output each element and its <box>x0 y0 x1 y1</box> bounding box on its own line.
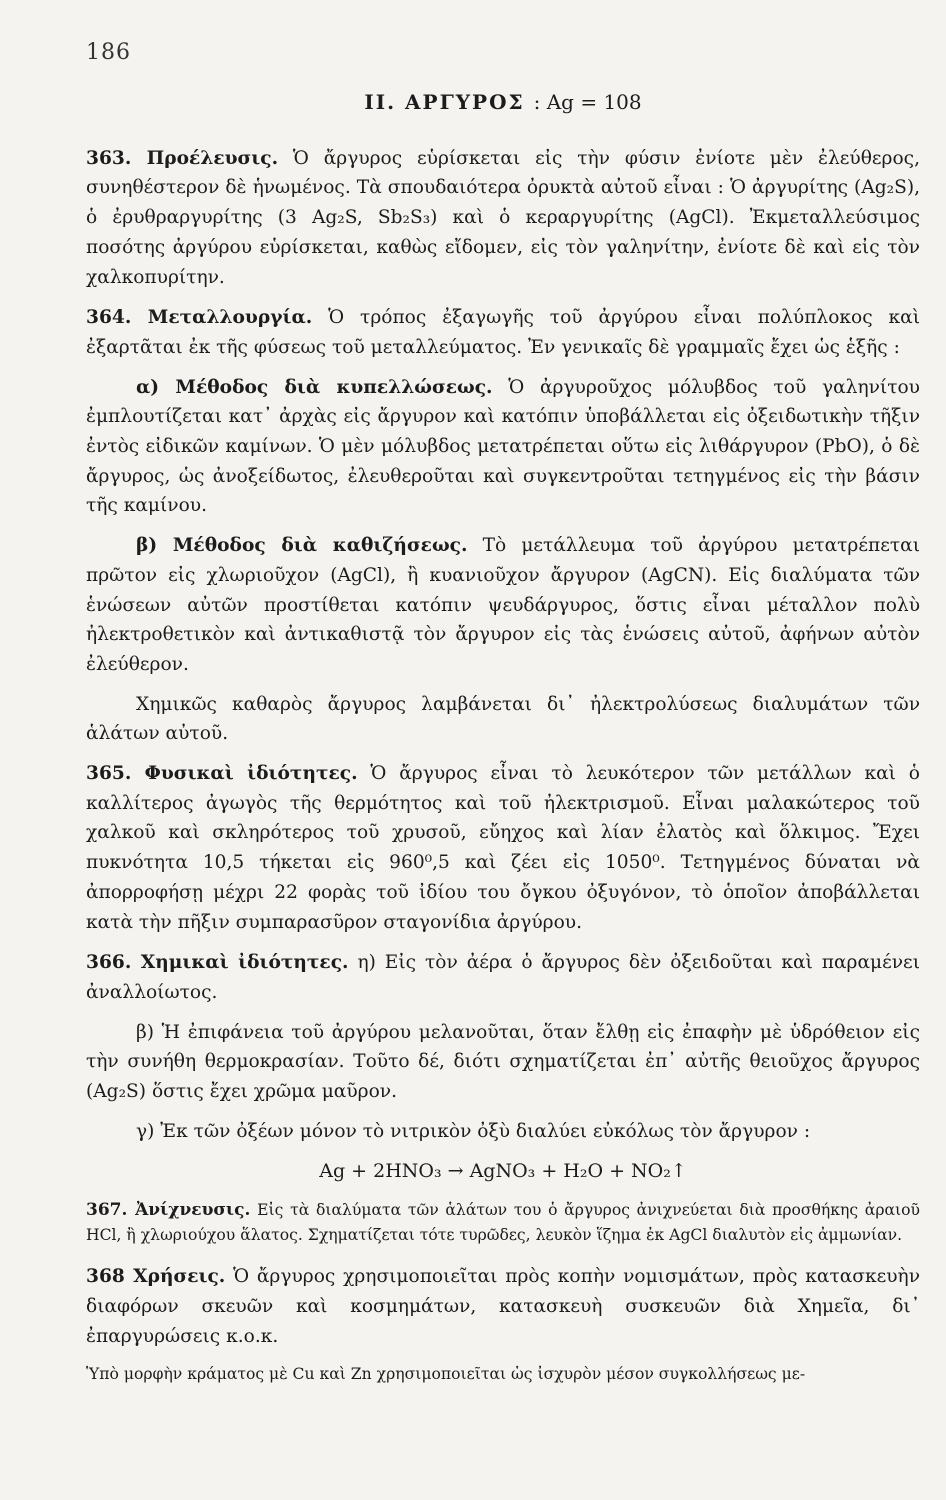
section-365 <box>86 759 920 937</box>
section-366-text: η) Εἰς τὸν ἀέρα ὁ ἄργυρος δὲν ὀξειδοῦται καὶ παραμένει ἀναλλοίωτος. <box>86 952 920 1003</box>
section-364-alpha-heading: α) Μέθοδος διὰ κυπελλώσεως. <box>136 376 493 398</box>
section-366-heading: 366. Χημικαὶ ἰδιότητες. <box>86 952 349 974</box>
section-364-beta <box>86 531 920 680</box>
section-368-footnote: Ὑπὸ μορφὴν κράματος μὲ Cu καὶ Zn χρησιμοποιεῖται ὡς ἰσχυρὸν μέσον συγκολλήσεως με- <box>86 1365 806 1384</box>
chapter-title-text: II. ΑΡΓΥΡΟΣ <box>364 90 525 114</box>
section-365-text: Ὁ ἄργυρος εἶναι τὸ λευκότερον τῶν μετάλλων καὶ ὁ καλλίτερος ἀγωγὸς τῆς θερμότητος καὶ τοῦ ἠλεκτρισμοῦ. Εἶναι μαλακώτερος τοῦ χαλκοῦ καὶ σκληρότερος τοῦ χρυσοῦ, εὔηχος καὶ λίαν ἐλατὸς καὶ ὅλκιμος. Ἔχει πυκνότητα 10,5 τήκεται εἰς 960⁰,5 καὶ ζέει εἰς 1050⁰. Τετηγμένος δύναται νὰ ἀπορροφήσῃ μέχρι 22 φορὰς τοῦ ἰδίου του ὄγκου ὀξυγόνον, τὸ ὁποῖον ἀποβάλλεται κατὰ τὴν πῆξιν συμπαρασῦρον σταγονίδια ἀργύρου. <box>86 763 920 933</box>
section-368-text: Ὁ ἄργυρος χρησιμοποιεῖται πρὸς κοπὴν νομισμάτων, πρὸς κατασκευὴν διαφόρων σκευῶν καὶ κοσμημάτων, κατασκευὴ συσκευῶν διὰ Χημεῖα, δι᾽ ἐπαργυρώσεις κ.ο.κ. <box>86 1266 921 1347</box>
section-364 <box>86 303 920 362</box>
section-368-heading: 368 Χρήσεις. <box>86 1266 226 1288</box>
section-367-heading: 367. Ἀνίχνευσις. <box>86 1200 251 1221</box>
nitric-acid-equation: Ag + 2HNO₃ → AgNO₃ + H₂O + NO₂↑ <box>319 1159 687 1182</box>
page-number: 186 <box>86 40 131 65</box>
section-364-alpha-text: Ὁ ἀργυροῦχος μόλυβδος τοῦ γαληνίτου ἐμπλουτίζεται κατ᾽ ἀρχὰς εἰς ἄργυρον καὶ κατόπιν ὑποβάλλεται εἰς ὀξειδωτικὴν τῆξιν ἐντὸς εἰδικῶν καμίνων. Ὁ μὲν μόλυβδος μετατρέπεται οὕτω εἰς λιθάργυρον (PbO), ὁ δὲ ἄργυρος, ὡς ἀνοξείδωτος, ἐλευθεροῦται καὶ συγκεντροῦται τετηγμένος εἰς τὴν βάσιν τῆς καμίνου. <box>86 376 920 517</box>
chapter-symbol: : Ag = 108 <box>533 90 642 114</box>
section-366-gamma: γ) Ἐκ τῶν ὀξέων μόνον τὸ νιτρικὸν ὀξὺ διαλύει εὐκόλως τὸν ἄργυρον : <box>136 1120 811 1142</box>
page-content <box>86 88 920 1387</box>
section-367-text: Εἰς τὰ διαλύματα τῶν ἁλάτων του ὁ ἄργυρος ἀνιχνεύεται διὰ προσθήκης ἀραιοῦ HCl, ἢ χλωριούχου ἅλατος. Σχηματίζεται τότε τυρῶδες, λευκὸν ἵζημα ἐκ AgCl διαλυτὸν εἰς ἀμμωνίαν. <box>86 1201 920 1245</box>
section-366-beta: β) Ἡ ἐπιφάνεια τοῦ ἀργύρου μελανοῦται, ὅταν ἔλθῃ εἰς ἐπαφὴν μὲ ὑδρόθειον εἰς τὴν συνήθη θερμοκρασίαν. Τοῦτο δέ, διότι σχηματίζεται ἐπ᾽ αὐτῆς θειοῦχος ἄργυρος (Ag₂S) ὅστις ἔχει χρῶμα μαῦρον. <box>86 1021 920 1103</box>
section-364-beta-heading: β) Μέθοδος διὰ καθιζήσεως. <box>136 535 468 557</box>
section-365-heading: 365. Φυσικαὶ ἰδιότητες. <box>86 763 358 785</box>
section-363 <box>86 144 920 293</box>
section-364-heading: 364. Μεταλλουργία. <box>86 307 313 329</box>
section-367 <box>86 1198 920 1248</box>
section-363-heading: 363. Προέλευσις. <box>86 147 279 169</box>
section-368 <box>86 1262 920 1351</box>
chapter-title <box>86 88 920 118</box>
section-364-beta-text: Τὸ μετάλλευμα τοῦ ἀργύρου μετατρέπεται πρῶτον εἰς χλωριοῦχον (AgCl), ἢ κυανιοῦχον ἄργυρον (AgCN). Εἰς διαλύματα τῶν ἑνώσεων αὐτῶν προστίθεται κατόπιν ψευδάργυρος, ὅστις εἶναι μέταλλον πολὺ ἠλεκτροθετικὸν καὶ ἀντικαθιστᾷ τὸν ἄργυρον εἰς τὰς ἑνώσεις αὐτοῦ, ἀφήνων αὐτὸν ἐλεύθερον. <box>86 535 920 675</box>
section-364-pure: Χημικῶς καθαρὸς ἄργυρος λαμβάνεται δι᾽ ἠλεκτρολύσεως διαλυμάτων τῶν ἁλάτων αὐτοῦ. <box>86 693 920 745</box>
section-363-text: Ὁ ἄργυρος εὑρίσκεται εἰς τὴν φύσιν ἐνίοτε μὲν ἐλεύθερος, συνηθέστερον δὲ ἡνωμένος. Τὰ σπουδαιότερα ὀρυκτὰ αὐτοῦ εἶναι : Ὁ ἀργυρίτης (Ag₂S), ὁ ἐρυθραργυρίτης (3 Ag₂S, Sb₂S₃) καὶ ὁ κεραργυρίτης (AgCl). Ἐκμεταλλεύσιμος ποσότης ἀργύρου εὑρίσκεται, καθὼς εἴδομεν, εἰς τὸν γαληνίτην, ἐνίοτε δὲ καὶ εἰς τὸν χαλκοπυρίτην. <box>86 147 920 288</box>
section-364-alpha <box>86 373 920 522</box>
section-364-text: Ὁ τρόπος ἐξαγωγῆς τοῦ ἀργύρου εἶναι πολύπλοκος καὶ ἐξαρτᾶται ἐκ τῆς φύσεως τοῦ μεταλλεύματος. Ἐν γενικαῖς δὲ γραμμαῖς ἔχει ὡς ἑξῆς : <box>86 307 920 358</box>
section-366 <box>86 948 920 1007</box>
